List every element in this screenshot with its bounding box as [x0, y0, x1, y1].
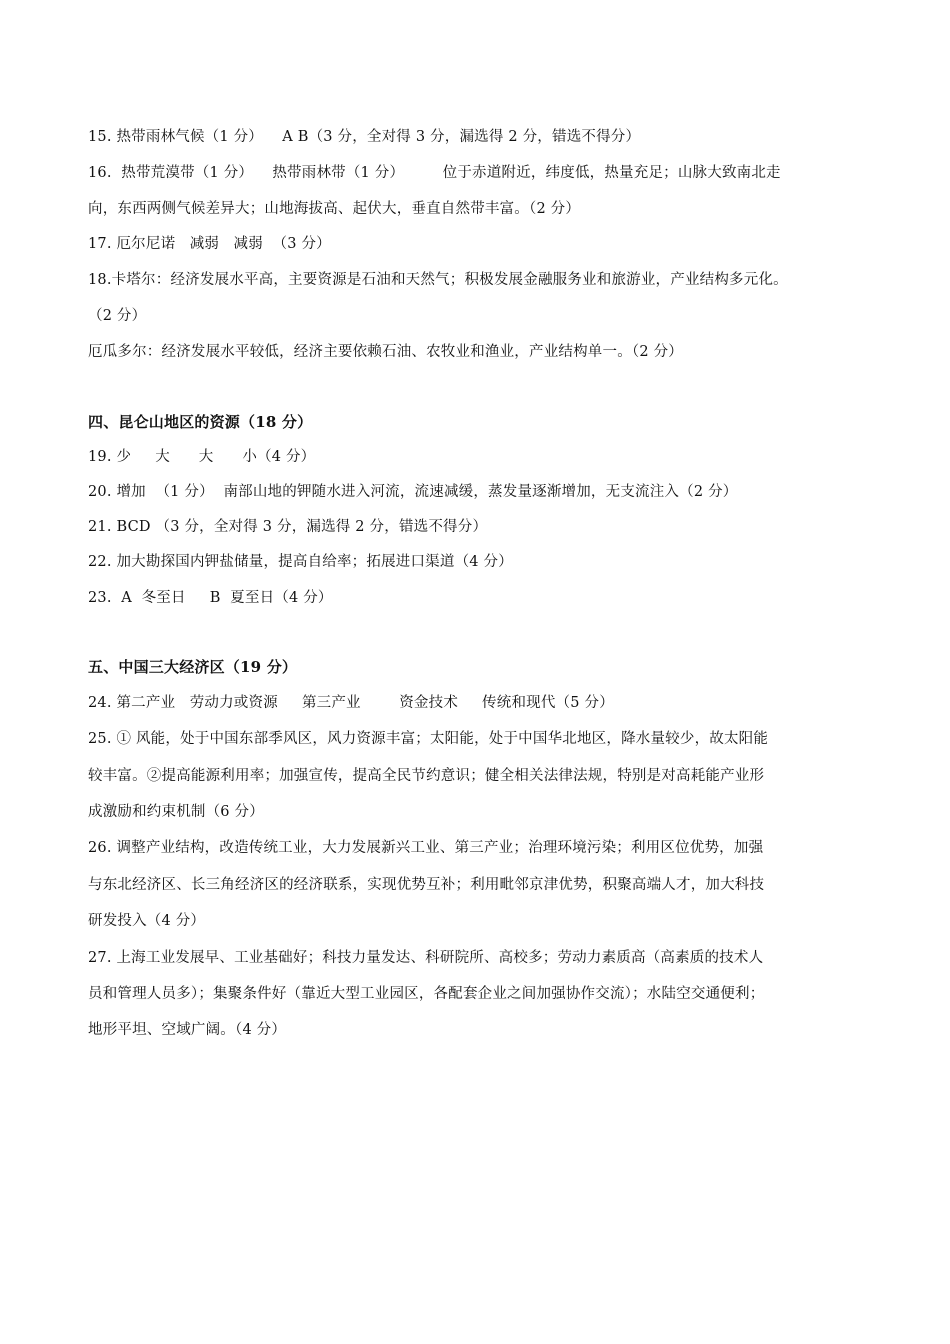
answer-18-line-1: 18.卡塔尔：经济发展水平高，主要资源是石油和天然气；积极发展金融服务业和旅游业，产业结构多元化。: [88, 272, 788, 288]
answer-25-line-1: 25. ① 风能，处于中国东部季风区，风力资源丰富；太阳能，处于中国华北地区，降水量较少，故太阳能: [88, 731, 769, 747]
answer-18-line-2: （2 分）: [88, 308, 147, 324]
answer-21: 21. BCD （3 分，全对得 3 分，漏选得 2 分，错选不得分）: [88, 519, 488, 535]
answer-15: 15. 热带雨林气候（1 分） A B（3 分，全对得 3 分，漏选得 2 分，错选不得分）: [88, 129, 641, 145]
answer-26-line-3: 研发投入（4 分）: [88, 913, 206, 929]
answer-19: 19. 少 大 大 小（4 分）: [88, 449, 316, 465]
answer-25-line-2: 较丰富。②提高能源利用率；加强宣传，提高全民节约意识；健全相关法律法规，特别是对高耗能产业形: [88, 768, 765, 784]
answer-26-line-2: 与东北经济区、长三角经济区的经济联系，实现优势互补；利用毗邻京津优势，积聚高端人才，加大科技: [88, 877, 765, 893]
answer-18-line-3: 厄瓜多尔：经济发展水平较低，经济主要依赖石油、农牧业和渔业，产业结构单一。（2 分）: [88, 344, 683, 360]
answer-23: 23. A 冬至日 B 夏至日（4 分）: [88, 590, 333, 606]
answer-16-line-1: 16. 热带荒漠带（1 分） 热带雨林带（1 分） 位于赤道附近，纬度低，热量充足；山脉大致南北走: [88, 165, 781, 181]
answer-16-line-2: 向，东西两侧气候差异大；山地海拔高、起伏大，垂直自然带丰富。（2 分）: [88, 201, 581, 217]
answer-20: 20. 增加 （1 分） 南部山地的钾随水进入河流，流速减缓，蒸发量逐渐增加，无支流注入（2 分）: [88, 484, 738, 500]
answer-26-line-1: 26. 调整产业结构，改造传统工业，大力发展新兴工业、第三产业；治理环境污染；利用区位优势，加强: [88, 840, 764, 856]
answer-17: 17. 厄尔尼诺 减弱 减弱 （3 分）: [88, 236, 331, 252]
section-heading-4: 四、昆仑山地区的资源（18 分）: [88, 413, 313, 431]
answer-27-line-3: 地形平坦、空域广阔。（4 分）: [88, 1022, 287, 1038]
answer-24: 24. 第二产业 劳动力或资源 第三产业 资金技术 传统和现代（5 分）: [88, 695, 614, 711]
answer-22: 22. 加大勘探国内钾盐储量，提高自给率；拓展进口渠道（4 分）: [88, 554, 513, 570]
section-heading-5: 五、中国三大经济区（19 分）: [88, 658, 298, 676]
answer-27-line-1: 27. 上海工业发展早、工业基础好；科技力量发达、科研院所、高校多；劳动力素质高（高素质的技术人: [88, 950, 764, 966]
answer-27-line-2: 员和管理人员多）；集聚条件好（靠近大型工业园区，各配套企业之间加强协作交流）；水陆空交通便利；: [88, 986, 765, 1002]
answer-25-line-3: 成激励和约束机制（6 分）: [88, 804, 264, 820]
